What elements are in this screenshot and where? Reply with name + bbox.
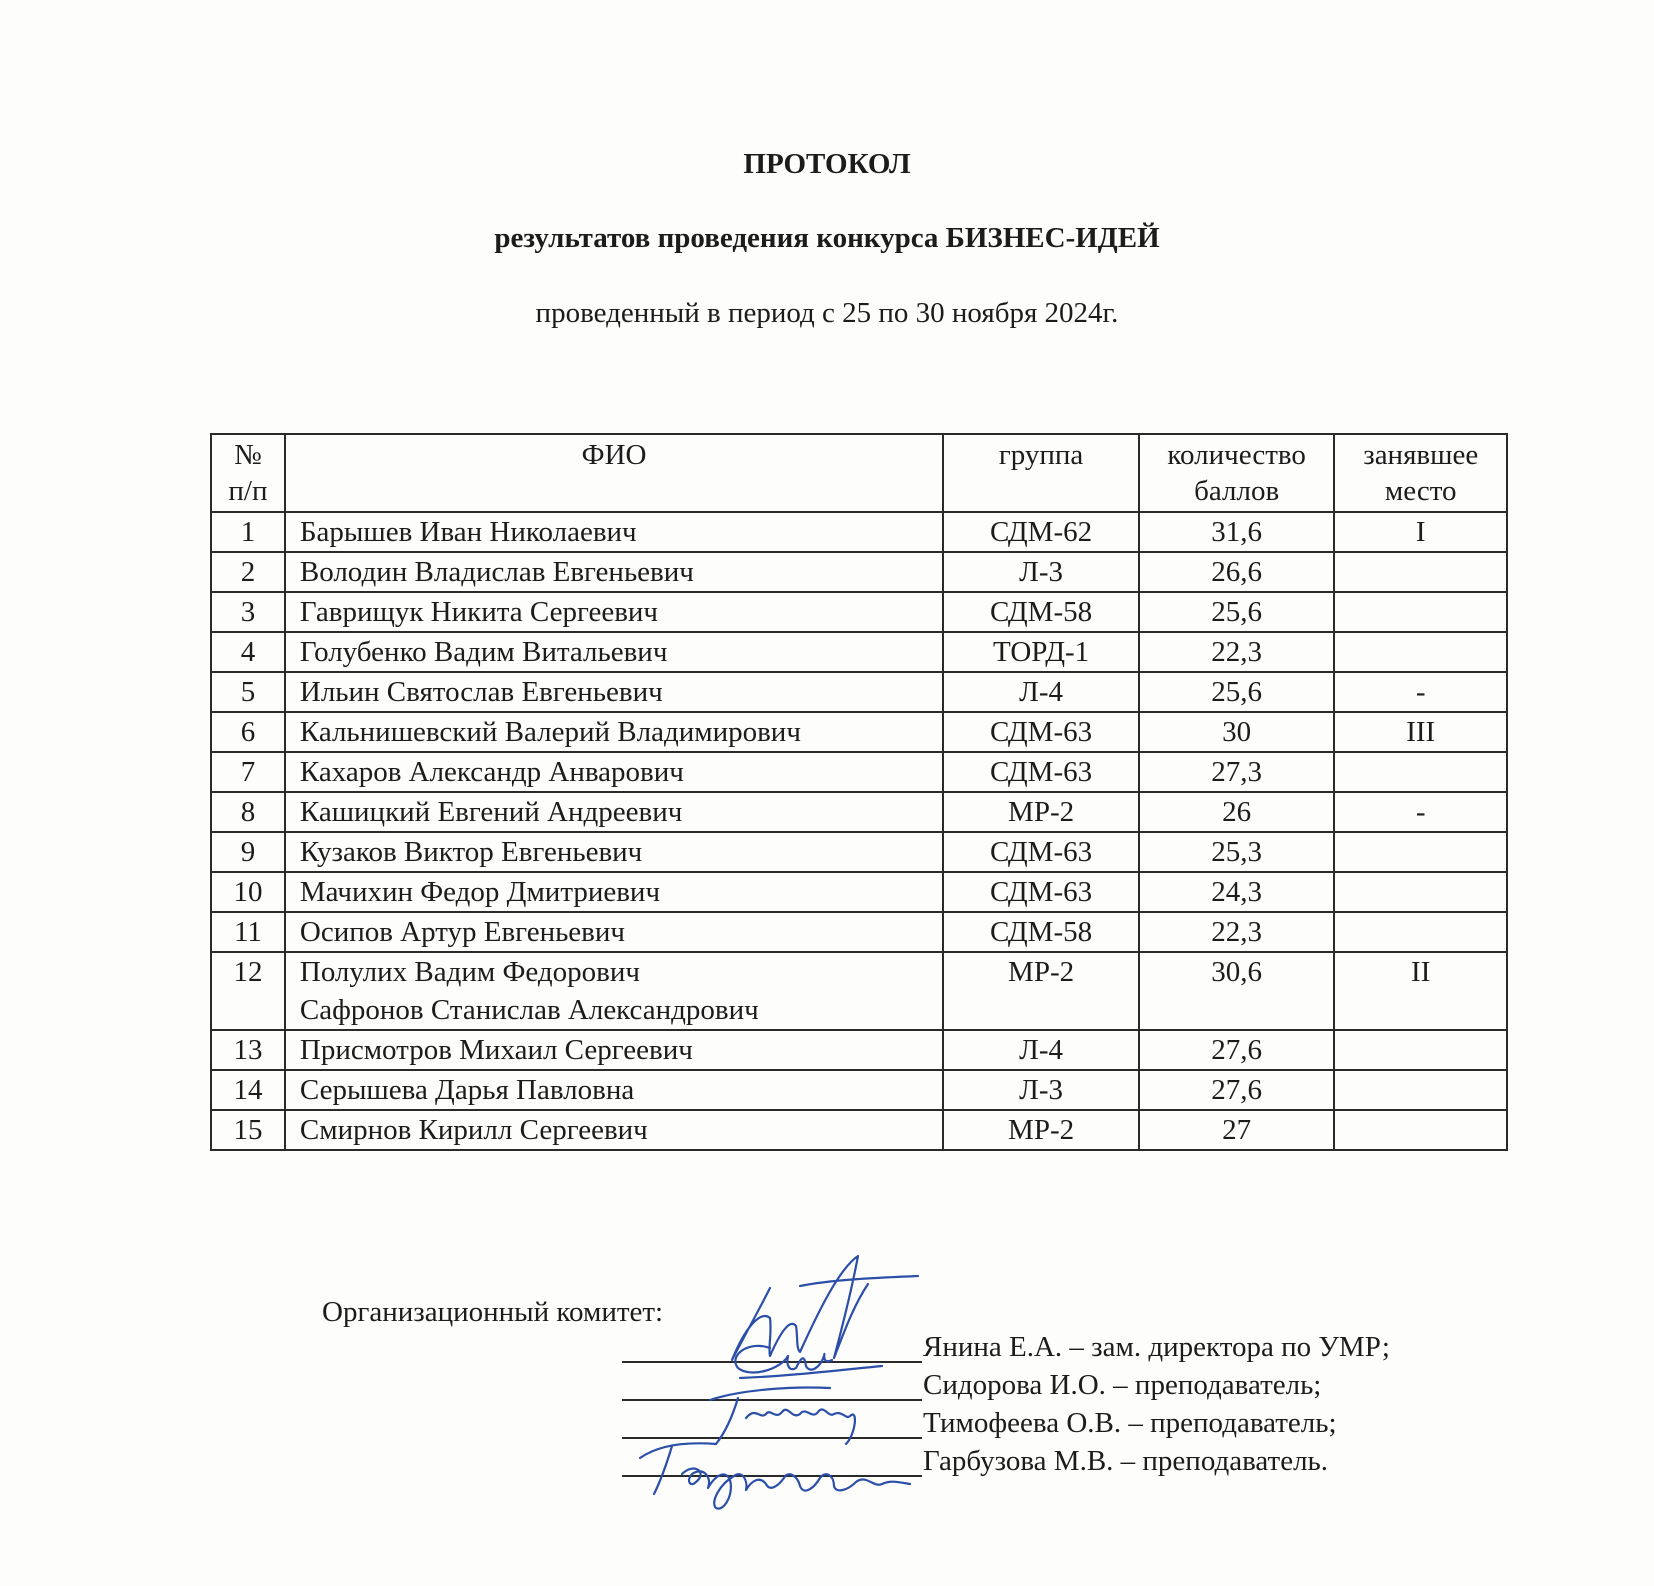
- signature-line: [622, 1399, 922, 1401]
- group-cell: СДМ-58: [943, 592, 1139, 632]
- full-name-cell: [285, 632, 943, 672]
- place-cell: II: [1334, 952, 1507, 1030]
- table-row: [211, 1030, 1507, 1070]
- full-name-cell: [285, 952, 943, 1030]
- points-cell: 27,6: [1139, 1030, 1335, 1070]
- points-cell: 25,6: [1139, 672, 1335, 712]
- place-cell: [1334, 552, 1507, 592]
- full-name-cell: [285, 672, 943, 712]
- committee-member-name: Гарбузова М.В. – преподаватель.: [923, 1445, 1329, 1477]
- committee-member-row: [622, 1331, 1522, 1369]
- row-number-cell: 10: [211, 872, 285, 912]
- document-subtitle: результатов проведения конкурса БИЗНЕС-ИДЕЙ: [494, 222, 1160, 254]
- full-name-cell: [285, 1070, 943, 1110]
- column-header-name-label: ФИО: [581, 439, 647, 471]
- row-number-cell: 3: [211, 592, 285, 632]
- points-cell: 27,3: [1139, 752, 1335, 792]
- table-row: [211, 592, 1507, 632]
- points-cell: 30,6: [1139, 952, 1335, 1030]
- table-row: [211, 712, 1507, 752]
- table-row: [211, 792, 1507, 832]
- points-cell: 31,6: [1139, 512, 1335, 552]
- committee-member-row: [622, 1369, 1522, 1407]
- group-cell: Л-4: [943, 672, 1139, 712]
- full-name: Полулих Вадим Федорович: [299, 956, 640, 988]
- row-number-cell: 4: [211, 632, 285, 672]
- signature-line: [622, 1475, 922, 1477]
- committee-member-name: Янина Е.А. – зам. директора по УМР;: [923, 1331, 1390, 1363]
- full-name-cell: [285, 552, 943, 592]
- full-name: Гаврищук Никита Сергеевич: [299, 596, 659, 628]
- committee-member-name: Тимофеева О.В. – преподаватель;: [923, 1407, 1337, 1439]
- committee-member-name: Сидорова И.О. – преподаватель;: [923, 1369, 1322, 1401]
- committee-member-row: [622, 1445, 1522, 1483]
- points-cell: 25,3: [1139, 832, 1335, 872]
- group-cell: Л-3: [943, 552, 1139, 592]
- table-row: [211, 752, 1507, 792]
- points-cell: 26,6: [1139, 552, 1335, 592]
- signature-line: [622, 1437, 922, 1439]
- full-name: Кахаров Александр Анварович: [299, 756, 684, 788]
- full-name: Серышева Дарья Павловна: [299, 1074, 635, 1106]
- full-name-cell: [285, 832, 943, 872]
- group-cell: ТОРД-1: [943, 632, 1139, 672]
- table-row: [211, 1110, 1507, 1150]
- group-cell: МР-2: [943, 1110, 1139, 1150]
- full-name-cell: [285, 712, 943, 752]
- full-name: Осипов Артур Евгеньевич: [299, 916, 625, 948]
- full-name: Володин Владислав Евгеньевич: [299, 556, 694, 588]
- column-header-group: [943, 434, 1139, 512]
- row-number-cell: 1: [211, 512, 285, 552]
- group-cell: Л-4: [943, 1030, 1139, 1070]
- table-header-row: [211, 434, 1507, 512]
- points-cell: 27,6: [1139, 1070, 1335, 1110]
- full-name: Барышев Иван Николаевич: [299, 516, 637, 548]
- full-name: Ильин Святослав Евгеньевич: [299, 676, 663, 708]
- table-row: [211, 512, 1507, 552]
- full-name-cell: [285, 872, 943, 912]
- column-header-place-line1: занявшее: [1363, 439, 1479, 471]
- table-row: [211, 1070, 1507, 1110]
- place-cell: -: [1334, 792, 1507, 832]
- group-cell: СДМ-63: [943, 832, 1139, 872]
- full-name-cell: [285, 592, 943, 632]
- row-number-cell: 6: [211, 712, 285, 752]
- row-number-cell: 8: [211, 792, 285, 832]
- column-header-name: [285, 434, 943, 512]
- full-name: Кашицкий Евгений Андреевич: [299, 796, 683, 828]
- table-row: [211, 912, 1507, 952]
- document-period: проведенный в период с 25 по 30 ноября 2024г.: [535, 297, 1119, 329]
- results-table-body: [211, 512, 1507, 1150]
- column-header-points-line1: количество: [1167, 439, 1306, 471]
- row-number-cell: 2: [211, 552, 285, 592]
- points-cell: 27: [1139, 1110, 1335, 1150]
- place-cell: [1334, 752, 1507, 792]
- table-row: [211, 872, 1507, 912]
- results-table: [210, 433, 1508, 1151]
- group-cell: Л-3: [943, 1070, 1139, 1110]
- group-cell: МР-2: [943, 792, 1139, 832]
- points-cell: 26: [1139, 792, 1335, 832]
- place-cell: [1334, 1110, 1507, 1150]
- place-cell: [1334, 632, 1507, 672]
- group-cell: СДМ-63: [943, 872, 1139, 912]
- group-cell: СДМ-63: [943, 752, 1139, 792]
- table-row: [211, 552, 1507, 592]
- row-number-cell: 9: [211, 832, 285, 872]
- row-number-cell: 11: [211, 912, 285, 952]
- column-header-place-line2: место: [1384, 475, 1457, 507]
- row-number-cell: 12: [211, 952, 285, 1030]
- full-name: Кальнишевский Валерий Владимирович: [299, 716, 801, 748]
- row-number-cell: 13: [211, 1030, 285, 1070]
- full-name: Мачихин Федор Дмитриевич: [299, 876, 661, 908]
- full-name: Присмотров Михаил Сергеевич: [299, 1034, 693, 1066]
- full-name-cell: [285, 512, 943, 552]
- points-cell: 22,3: [1139, 912, 1335, 952]
- group-cell: СДМ-63: [943, 712, 1139, 752]
- place-cell: [1334, 832, 1507, 872]
- place-cell: III: [1334, 712, 1507, 752]
- full-name-cell: [285, 1030, 943, 1070]
- full-name-cell: [285, 912, 943, 952]
- place-cell: I: [1334, 512, 1507, 552]
- table-row: [211, 952, 1507, 1030]
- full-name-cell: [285, 792, 943, 832]
- committee-member-row: [622, 1407, 1522, 1445]
- column-header-group-label: группа: [998, 439, 1084, 471]
- full-name: Смирнов Кирилл Сергеевич: [299, 1114, 648, 1146]
- full-name-cell: [285, 752, 943, 792]
- column-header-points-line2: баллов: [1194, 475, 1280, 507]
- column-header-number: [211, 434, 285, 512]
- column-header-points: [1139, 434, 1335, 512]
- column-header-number-line2: п/п: [228, 475, 268, 507]
- row-number-cell: 15: [211, 1110, 285, 1150]
- committee-label: Организационный комитет:: [322, 1296, 664, 1328]
- points-cell: 22,3: [1139, 632, 1335, 672]
- row-number-cell: 14: [211, 1070, 285, 1110]
- full-name-cell: [285, 1110, 943, 1150]
- full-name: Голубенко Вадим Витальевич: [299, 636, 668, 668]
- points-cell: 24,3: [1139, 872, 1335, 912]
- place-cell: [1334, 1070, 1507, 1110]
- document-title: ПРОТОКОЛ: [743, 148, 911, 180]
- table-row: [211, 832, 1507, 872]
- place-cell: [1334, 592, 1507, 632]
- table-row: [211, 672, 1507, 712]
- column-header-place: [1334, 434, 1507, 512]
- place-cell: -: [1334, 672, 1507, 712]
- points-cell: 25,6: [1139, 592, 1335, 632]
- column-header-number-line1: №: [234, 439, 262, 471]
- table-row: [211, 632, 1507, 672]
- place-cell: [1334, 912, 1507, 952]
- row-number-cell: 5: [211, 672, 285, 712]
- group-cell: СДМ-62: [943, 512, 1139, 552]
- full-name-second: Сафронов Станислав Александрович: [299, 994, 759, 1026]
- place-cell: [1334, 872, 1507, 912]
- points-cell: 30: [1139, 712, 1335, 752]
- row-number-cell: 7: [211, 752, 285, 792]
- group-cell: СДМ-58: [943, 912, 1139, 952]
- place-cell: [1334, 1030, 1507, 1070]
- full-name: Кузаков Виктор Евгеньевич: [299, 836, 643, 868]
- signature-line: [622, 1361, 922, 1363]
- group-cell: МР-2: [943, 952, 1139, 1030]
